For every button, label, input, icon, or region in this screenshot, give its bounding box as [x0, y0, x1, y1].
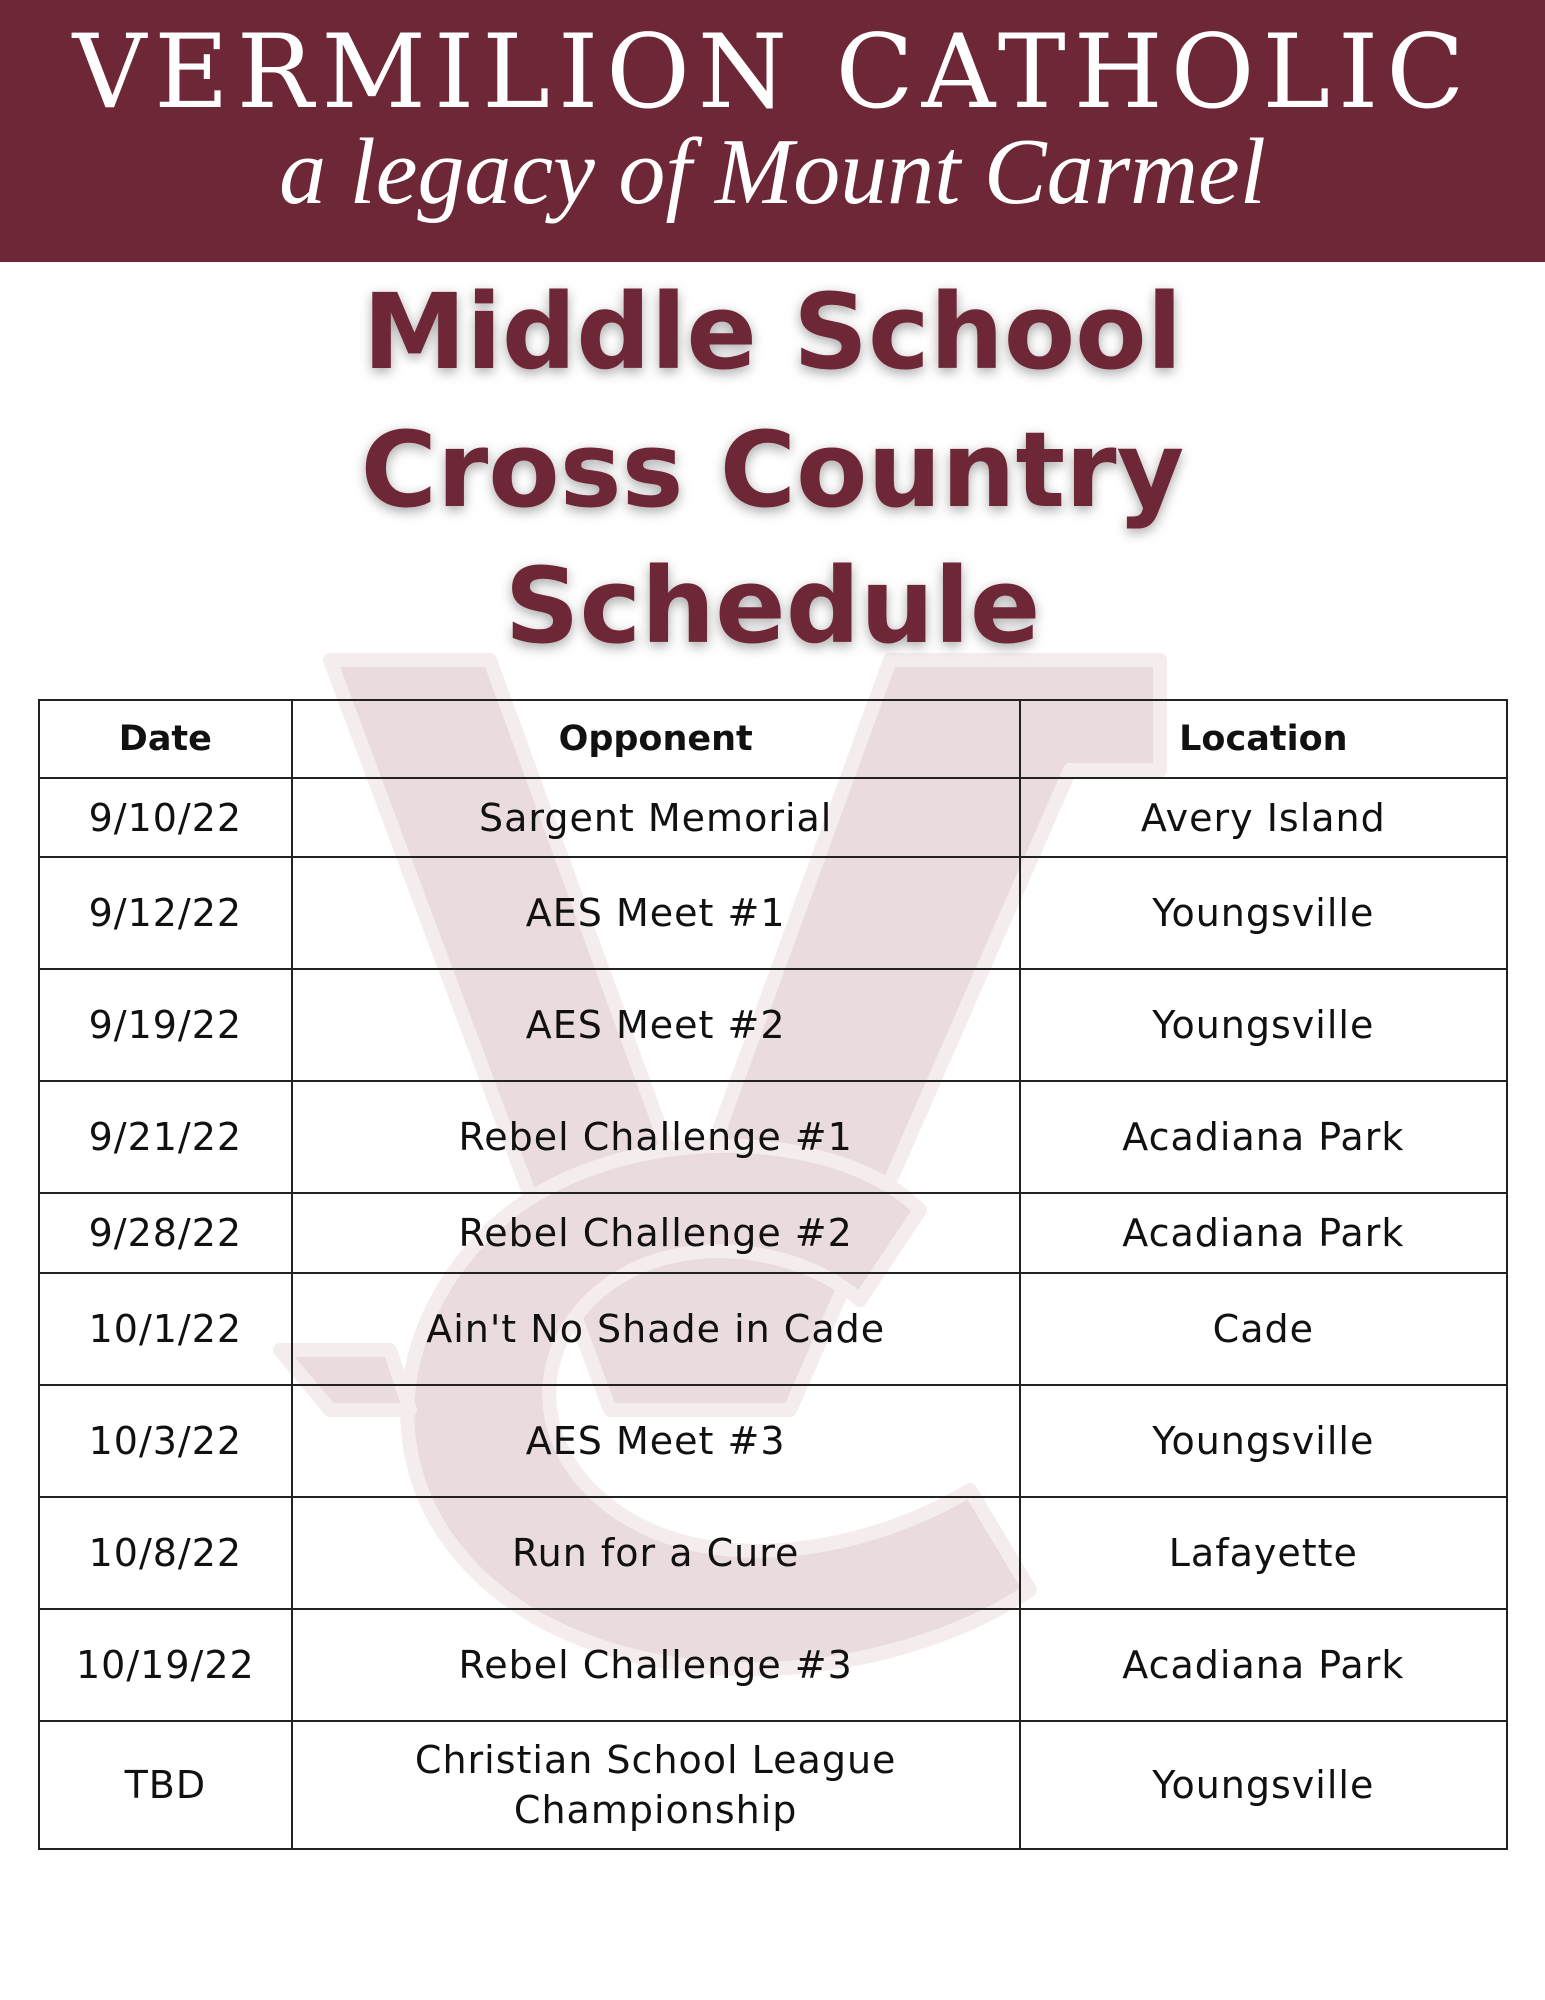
opponent-cell: Run for a Cure: [292, 1497, 1020, 1609]
location-cell: Lafayette: [1020, 1497, 1507, 1609]
title-line-3: Schedule: [504, 545, 1041, 667]
location-cell: Youngsville: [1020, 1721, 1507, 1849]
date-cell: TBD: [39, 1721, 292, 1849]
date-cell: 9/10/22: [39, 778, 292, 857]
opponent-cell: AES Meet #3: [292, 1385, 1020, 1497]
table-row: [39, 1273, 1507, 1385]
location-cell: Acadiana Park: [1020, 1193, 1507, 1273]
location-cell: Acadiana Park: [1020, 1081, 1507, 1193]
location-cell: Acadiana Park: [1020, 1609, 1507, 1721]
date-cell: 10/1/22: [39, 1273, 292, 1385]
header-opponent: Opponent: [292, 700, 1020, 778]
title-line-2: Cross Country: [360, 409, 1185, 531]
table-row: [39, 1385, 1507, 1497]
table-row: [39, 1497, 1507, 1609]
opponent-cell: Ain't No Shade in Cade: [292, 1273, 1020, 1385]
opponent-cell: Christian School League Championship: [292, 1721, 1020, 1849]
table-row: [39, 778, 1507, 857]
opponent-cell: AES Meet #1: [292, 857, 1020, 969]
table-row: [39, 1721, 1507, 1849]
location-cell: Youngsville: [1020, 1385, 1507, 1497]
date-cell: 10/3/22: [39, 1385, 292, 1497]
location-cell: Cade: [1020, 1273, 1507, 1385]
table-row: [39, 1193, 1507, 1273]
date-cell: 10/8/22: [39, 1497, 292, 1609]
opponent-cell: Rebel Challenge #1: [292, 1081, 1020, 1193]
school-tagline: a legacy of Mount Carmel: [279, 120, 1266, 224]
schedule-table: [38, 699, 1508, 1850]
location-cell: Youngsville: [1020, 969, 1507, 1081]
date-cell: 9/21/22: [39, 1081, 292, 1193]
location-cell: Youngsville: [1020, 857, 1507, 969]
header-row: [39, 700, 1507, 778]
date-cell: 9/12/22: [39, 857, 292, 969]
opponent-cell: Sargent Memorial: [292, 778, 1020, 857]
date-cell: 9/28/22: [39, 1193, 292, 1273]
header-banner: [0, 0, 1545, 262]
opponent-cell: Rebel Challenge #3: [292, 1609, 1020, 1721]
header-location: Location: [1020, 700, 1507, 778]
header-date: Date: [39, 700, 292, 778]
school-name: VERMILION CATHOLIC: [72, 13, 1473, 132]
table-row: [39, 1609, 1507, 1721]
table-row: [39, 857, 1507, 969]
opponent-cell: AES Meet #2: [292, 969, 1020, 1081]
location-cell: Avery Island: [1020, 778, 1507, 857]
opponent-cell: Rebel Challenge #2: [292, 1193, 1020, 1273]
title-line-1: Middle School: [362, 271, 1183, 393]
table-row: [39, 969, 1507, 1081]
table-row: [39, 1081, 1507, 1193]
date-cell: 10/19/22: [39, 1609, 292, 1721]
date-cell: 9/19/22: [39, 969, 292, 1081]
